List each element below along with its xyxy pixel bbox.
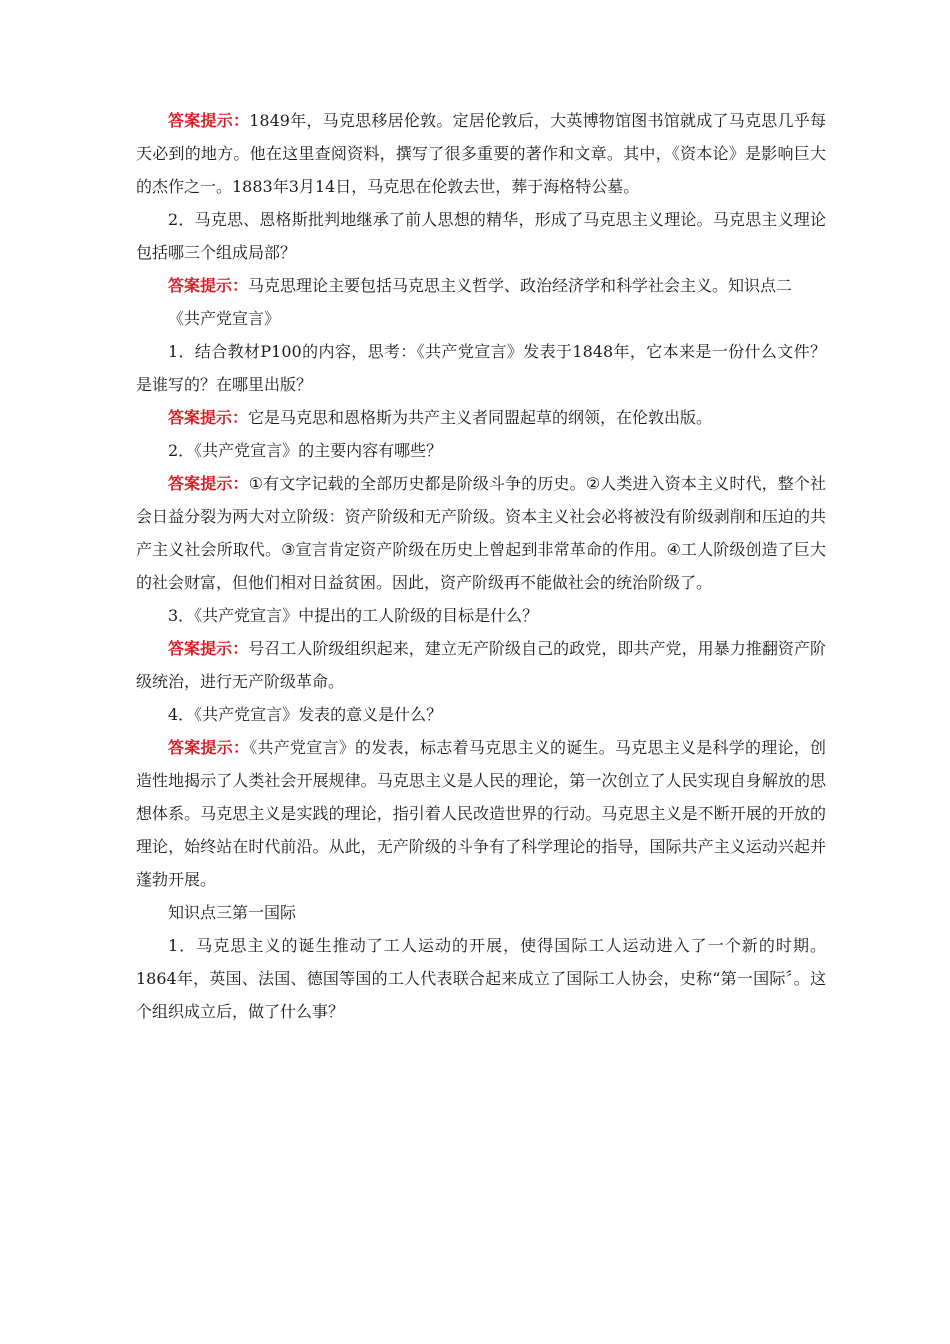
question-paragraph-2: 2．马克思、恩格斯批判地继承了前人思想的精华，形成了马克思主义理论。马克思主义理论包括哪三个组成局部？	[136, 210, 826, 262]
answer-paragraph-3	[136, 401, 826, 434]
answer-label: 答案提示：	[168, 111, 250, 130]
answer-text: 号召工人阶级组织起来，建立无产阶级自己的政党，即共产党，用暴力推翻资产阶级统治，进行无产阶级革命。	[136, 639, 826, 691]
answer-paragraph-6	[136, 731, 826, 896]
answer-text: 《共产党宣言》的发表，标志着马克思主义的诞生。马克思主义是科学的理论，创造性地揭示了人类社会开展规律。马克思主义是人民的理论，第一次创立了人民实现自身解放的思想体系。马克思主义是实践的理论，指引着人民改造世界的行动。马克思主义是不断开展的开放的理论，始终站在时代前沿。从此，无产阶级的斗争有了科学理论的指导，国际共产主义运动兴起并蓬勃开展。	[136, 738, 826, 889]
answer-label: 答案提示：	[168, 474, 249, 493]
question-paragraph-4: 2．《共产党宣言》的主要内容有哪些？	[168, 441, 443, 460]
answer-paragraph-1	[136, 104, 826, 203]
section-title-communist-manifesto: 《共产党宣言》	[168, 309, 281, 328]
section-title-first-international: 知识点三第一国际	[168, 903, 297, 922]
answer-label: 答案提示：	[168, 408, 249, 427]
answer-label: 答案提示：	[168, 276, 249, 295]
answer-label: 答案提示：	[168, 639, 249, 658]
answer-paragraph-2	[136, 269, 826, 302]
answer-text: 1849年，马克思移居伦敦。定居伦敦后，大英博物馆图书馆就成了马克思几乎每天必到的地方。他在这里查阅资料，撰写了很多重要的著作和文章。其中，《资本论》是影响巨大的杰作之一。1883年3月14日，马克思在伦敦去世，葬于海格特公墓。	[136, 111, 826, 196]
document-body	[136, 104, 826, 1028]
question-paragraph-5: 3．《共产党宣言》中提出的工人阶级的目标是什么？	[168, 606, 539, 625]
answer-text: ①有文字记载的全部历史都是阶级斗争的历史。②人类进入资本主义时代，整个社会日益分裂为两大对立阶级：资产阶级和无产阶级。资本主义社会必将被没有阶级剥削和压迫的共产主义社会所取代。③宣言肯定资产阶级在历史上曾起到非常革命的作用。④工人阶级创造了巨大的社会财富，但他们相对日益贫困。因此，资产阶级再不能做社会的统治阶级了。	[136, 474, 826, 592]
answer-paragraph-4	[136, 467, 826, 599]
answer-text: 马克思理论主要包括马克思主义哲学、政治经济学和科学社会主义。知识点二	[248, 276, 793, 295]
question-paragraph-3: 1．结合教材P100的内容，思考：《共产党宣言》发表于1848年，它本来是一份什么文件？是谁写的？在哪里出版？	[136, 342, 826, 394]
answer-label: 答案提示：	[168, 738, 250, 757]
answer-text: 它是马克思和恩格斯为共产主义者同盟起草的纲领，在伦敦出版。	[248, 408, 713, 427]
question-paragraph-7: 1．马克思主义的诞生推动了工人运动的开展，使得国际工人运动进入了一个新的时期。1864年，英国、法国、德国等国的工人代表联合起来成立了国际工人协会，史称“第一国际〞。这个组织成立后，做了什么事？	[136, 936, 826, 1021]
question-paragraph-6: 4．《共产党宣言》发表的意义是什么？	[168, 705, 443, 724]
answer-paragraph-5	[136, 632, 826, 698]
